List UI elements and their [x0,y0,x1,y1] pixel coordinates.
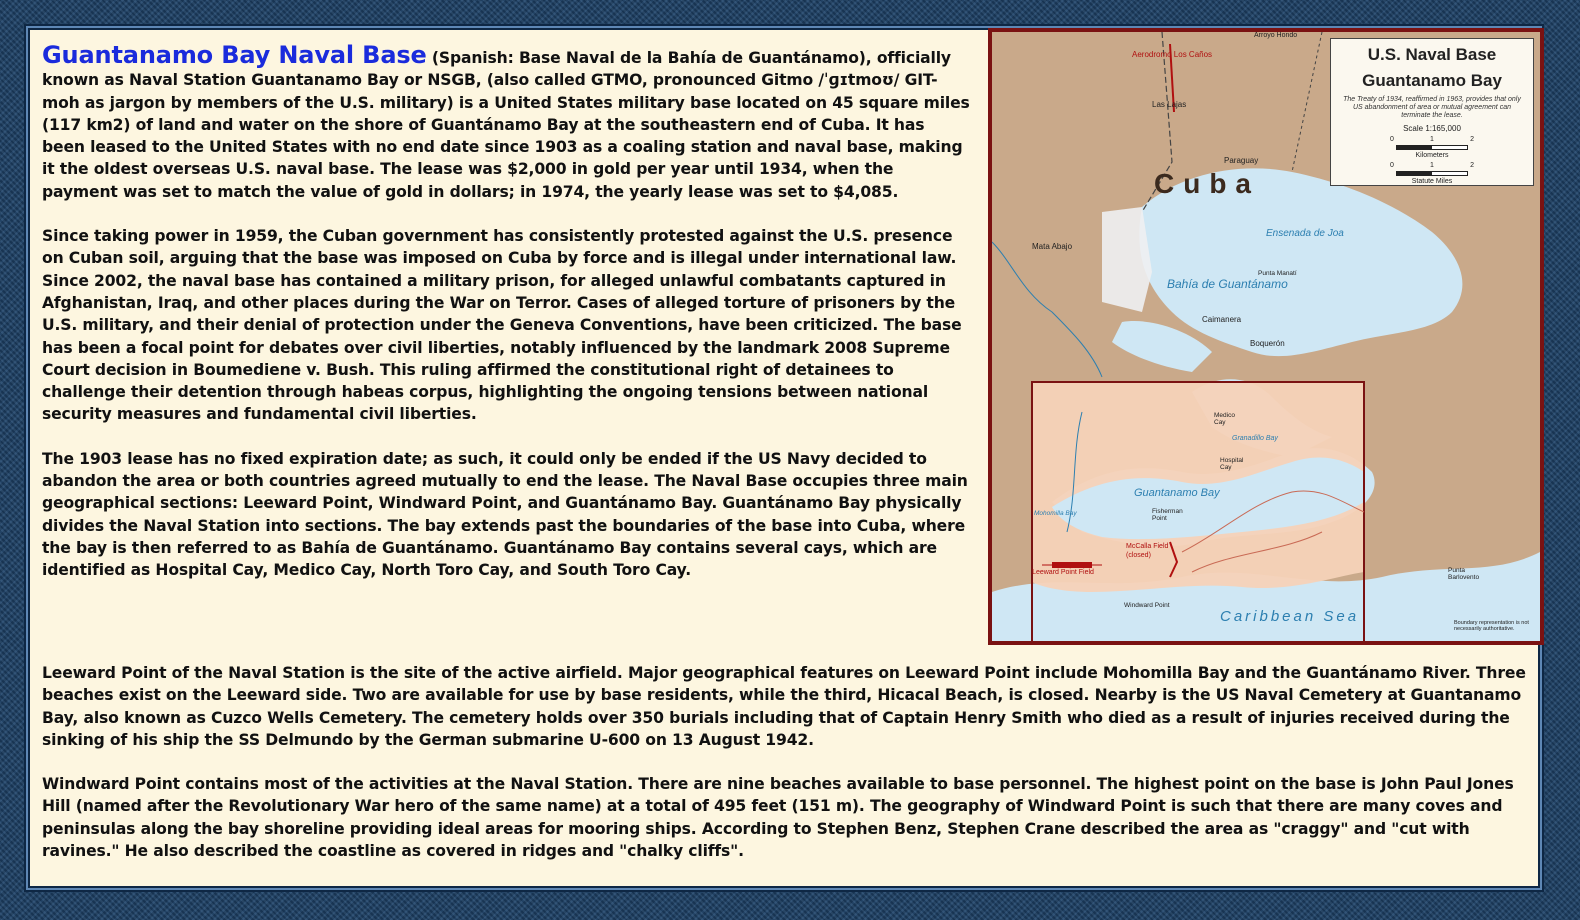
paragraph-1-text: officially known as Naval Station Guantanamo Bay or NSGB, (also called GTMO, pronounced Gitmo /ˈɡɪtmoʊ/ GIT-moh as jargon by members of the U.S. military) is a United States military base located on 45 square miles (117 km2) of land and water on the shore of Guantánamo Bay at the southeastern end of Cuba. It has been leased to the United States with no end date since 1903 as a coaling station and naval base, making it the oldest overseas U.S. naval base. The lease was $2,000 in gold per year until 1934, when the payment was set to match the value of gold in dollars; in 1974, the yearly lease was set to $4,085. [42,49,970,201]
map-town-leeward: Leeward Point Field [1032,569,1094,576]
map-label-granadillo: Granadillo Bay [1232,435,1278,442]
map-town-arroyo: Arroyo Hondo [1254,32,1298,39]
legend-treaty-note: The Treaty of 1934, reaffirmed in 1963, provides that only US abandonment of area or mutual agreement can terminate the lease. [1343,96,1521,119]
paragraph-4: Leeward Point of the Naval Station is the site of the active airfield. Major geographical features on Leeward Point include Mohomilla Bay and the Guantánamo River. Three beaches exist on the Leeward side. Two are available for use by base residents, while the third, Hicacal Beach, is closed. Nearby is the US Naval Cemetery at Guantanamo Bay, also known as Cuzco Wells Cemetery. The cemetery holds over 350 burials including that of Captain Henry Smith who died as a result of injuries received during the sinking of his ship the SS Delmundo by the German submarine U-600 on 13 August 1942. [42,664,1526,749]
map-town-punta-manati: Punta Manatí [1258,270,1297,277]
guantanamo-map [988,28,1544,645]
legend-title-line-1: U.S. Naval Base [1367,45,1497,64]
map-town-barlovento: Punta Barlovento [1448,567,1480,581]
paragraph-1 [42,41,972,203]
map-town-boqueron: Boquerón [1250,339,1285,348]
mi-tick: 1 [1430,162,1434,169]
km-ticks [1390,136,1474,143]
map-label-cuba: Cuba [1154,168,1260,199]
mi-tick: 2 [1470,162,1474,169]
map-label-ensenada: Ensenada de Joa [1266,228,1344,239]
km-tick: 2 [1470,136,1474,143]
map-boundary-note: Boundary representation is not necessarily authoritative. [1454,620,1529,632]
paragraph-2: Since taking power in 1959, the Cuban government has consistently protested against the U.S. presence on Cuban soil, arguing that the base was imposed on Cuba by force and is illegal under international law. Since 2002, the naval base has contained a military prison, for alleged unlawful combatants captured in Afghanistan, Iraq, and other places during the War on Terror. Cases of alleged torture of prisoners by the U.S. military, and their denial of protection under the Geneva Conventions, have been criticized. The base has been a focal point for debates over civil liberties, notably influenced by the landmark 2008 Supreme Court decision in Boumediene v. Bush. This ruling affirmed the constitutional right of detainees to challenge their detention through habeas corpus, highlighting the ongoing tensions between national security measures and fundamental civil liberties. [42,227,962,424]
legend-scale: Scale 1:165,000 [1403,124,1461,133]
map-label-mohomilla: Mohomilla Bay [1034,510,1077,517]
map-town-mccalla: McCalla Field (closed) [1126,543,1169,559]
map-town-aerodromo: Aerodromo Los Caños [1132,50,1213,59]
km-label: Kilometers [1415,152,1449,159]
legend-title-line-2: Guantanamo Bay [1362,71,1502,90]
map-town-mata-abajo: Mata Abajo [1032,242,1073,251]
map-town-las-lajas: Las Lajas [1152,100,1187,109]
mi-ticks [1390,162,1474,169]
map-legend [1330,38,1534,186]
km-tick: 1 [1430,136,1434,143]
article-title: Guantanamo Bay Naval Base [42,41,427,69]
article-bottom [42,662,1528,884]
map-label-caribbean: Caribbean Sea [1220,608,1360,625]
map-town-medico: Medico Cay [1214,412,1235,426]
km-scale-bar [1396,145,1468,150]
content-panel [28,28,1540,888]
map-town-paraguay: Paraguay [1224,156,1259,165]
article-top [42,41,972,604]
km-tick: 0 [1390,136,1394,143]
paragraph-5: Windward Point contains most of the activities at the Naval Station. There are nine beaches available to base personnel. The highest point on the base is John Paul Jones Hill (named after the Revolutionary War hero of the same name) at a total of 495 feet (151 m). The geography of Windward Point is such that there are many coves and peninsulas along the bay shoreline providing ideal areas for mooring ships. According to Stephen Benz, Stephen Crane described the area as "craggy" and "cut with ravines." He also described the coastline as covered in ridges and "chalky cliffs". [42,775,1514,861]
paragraph-3: The 1903 lease has no fixed expiration date; as such, it could only be ended if the US Navy decided to abandon the area or both countries agreed mutually to end the lease. The Naval Base occupies three main geographical sections: Leeward Point, Windward Point, and Guantánamo Bay. Guantánamo Bay physically divides the Naval Station into sections. The bay extends past the boundaries of the base into Cuba, where the bay is then referred to as Bahía de Guantánamo. Guantánamo Bay contains several cays, which are identified as Hospital Cay, Medico Cay, North Toro Cay, and South Toro Cay. [42,449,968,580]
article-subtitle: (Spanish: Base Naval de la Bahía de Guantánamo), [431,49,872,67]
mi-label: Statute Miles [1411,178,1453,185]
map-town-hospital: Hospital Cay [1220,457,1244,471]
map-town-windward: Windward Point [1124,602,1170,609]
map-label-guantanamo-bay: Guantanamo Bay [1134,487,1220,499]
map-town-fisherman: Fisherman Point [1152,508,1183,522]
mi-tick: 0 [1390,162,1394,169]
mi-scale-bar [1396,171,1468,176]
map-label-bahia: Bahía de Guantánamo [1167,277,1288,291]
map-town-caimanera: Caimanera [1202,315,1242,324]
